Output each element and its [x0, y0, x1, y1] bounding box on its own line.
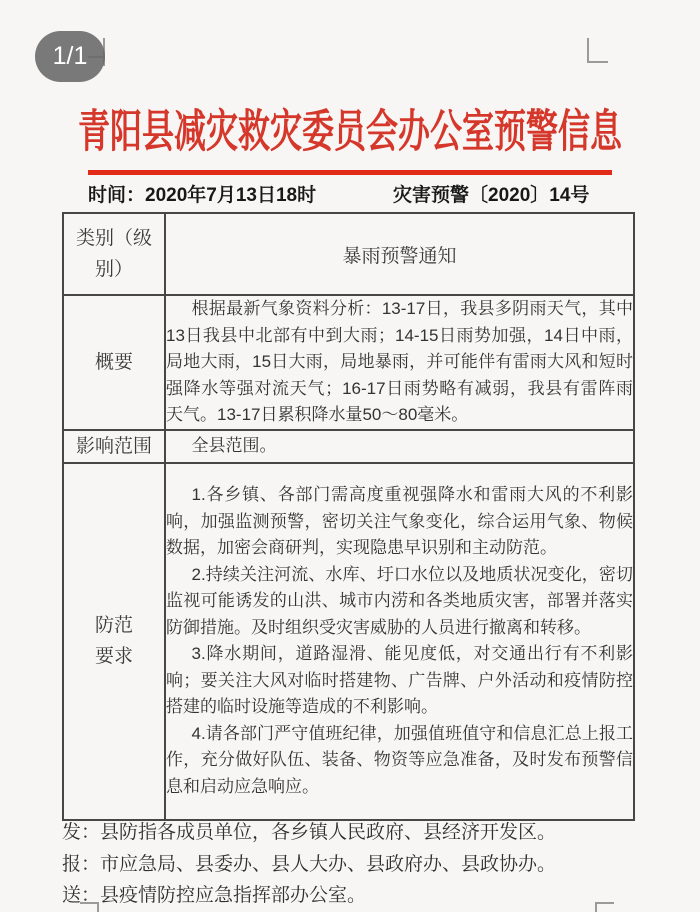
measures-content-cell [165, 463, 634, 820]
table-row-summary [63, 295, 634, 430]
document-number: 灾害预警〔2020〕14号 [393, 185, 590, 206]
category-label-cell [63, 213, 165, 295]
warning-table [62, 212, 635, 821]
page-indicator-badge[interactable]: 1/1 [35, 31, 105, 82]
table-row-category [63, 213, 634, 295]
measures-label-cell [63, 463, 165, 820]
summary-label: 概要 [63, 295, 165, 430]
issue-time: 时间：2020年7月13日18时 [88, 185, 317, 206]
measure-paragraph-3: 3.降水期间，道路湿滑、能见度低，对交通出行有不利影响；要关注大风对临时搭建物、广告牌、户外活动和疫情防控搭建的临时设施等造成的不利影响。 [166, 644, 633, 716]
distribution-deliver-line: 送：县疫情防控应急指挥部办公室。 [62, 885, 367, 906]
scope-label: 影响范围 [63, 430, 165, 463]
distribution-report-line: 报：市应急局、县委办、县人大办、县政府办、县政协办。 [62, 853, 557, 875]
measure-paragraph-1: 1.各乡镇、各部门需高度重视强降水和雷雨大风的不利影响，加强监测预警，密切关注气象变化，综合运用气象、物候数据，加密会商研判，实现隐患早识别和主动防范。 [166, 485, 633, 557]
summary-paragraph: 根据最新气象资料分析：13-17日，我县多阴雨天气，其中13日我县中北部有中到大雨；14-15日雨势加强，14日中雨，局地大雨，15日大雨，局地暴雨，并可能伴有雷雨大风和短时强降水等强对流天气；16-17日雨势略有减弱，我县有雷阵雨天气。13-17日累积降水量50～80毫米。 [166, 299, 633, 424]
scope-paragraph: 全县范围。 [191, 435, 277, 455]
table-row-measures [63, 463, 634, 820]
distribution-list [62, 817, 556, 912]
measures-label: 防范要求 [94, 615, 133, 667]
distribution-send-line: 发：县防指各成员单位，各乡镇人民政府、县经济开发区。 [62, 822, 557, 843]
page-corner-mark-bottom-right [595, 902, 614, 912]
category-label: 类别（级别） [75, 228, 152, 280]
document-title: 青阳县减灾救灾委员会办公室预警信息 [77, 105, 622, 157]
category-value: 暴雨预警通知 [165, 213, 634, 295]
scope-content-cell [165, 430, 634, 463]
measure-paragraph-2: 2.持续关注河流、水库、圩口水位以及地质状况变化，密切监视可能诱发的山洪、城市内涝和各类地质灾害，部署并落实防御措施。及时组织受灾害威胁的人员进行撤离和转移。 [166, 564, 633, 637]
measure-paragraph-4: 4.请各部门严守值班纪律，加强值班值守和信息汇总上报工作，充分做好队伍、装备、物资等应急准备，及时发布预警信息和启动应急响应。 [166, 723, 633, 796]
summary-content-cell [165, 295, 634, 430]
title-divider-rule [88, 170, 612, 175]
page-corner-mark-bottom-left [80, 902, 99, 912]
table-row-scope [63, 430, 634, 463]
page-corner-mark-top-right [587, 38, 608, 63]
